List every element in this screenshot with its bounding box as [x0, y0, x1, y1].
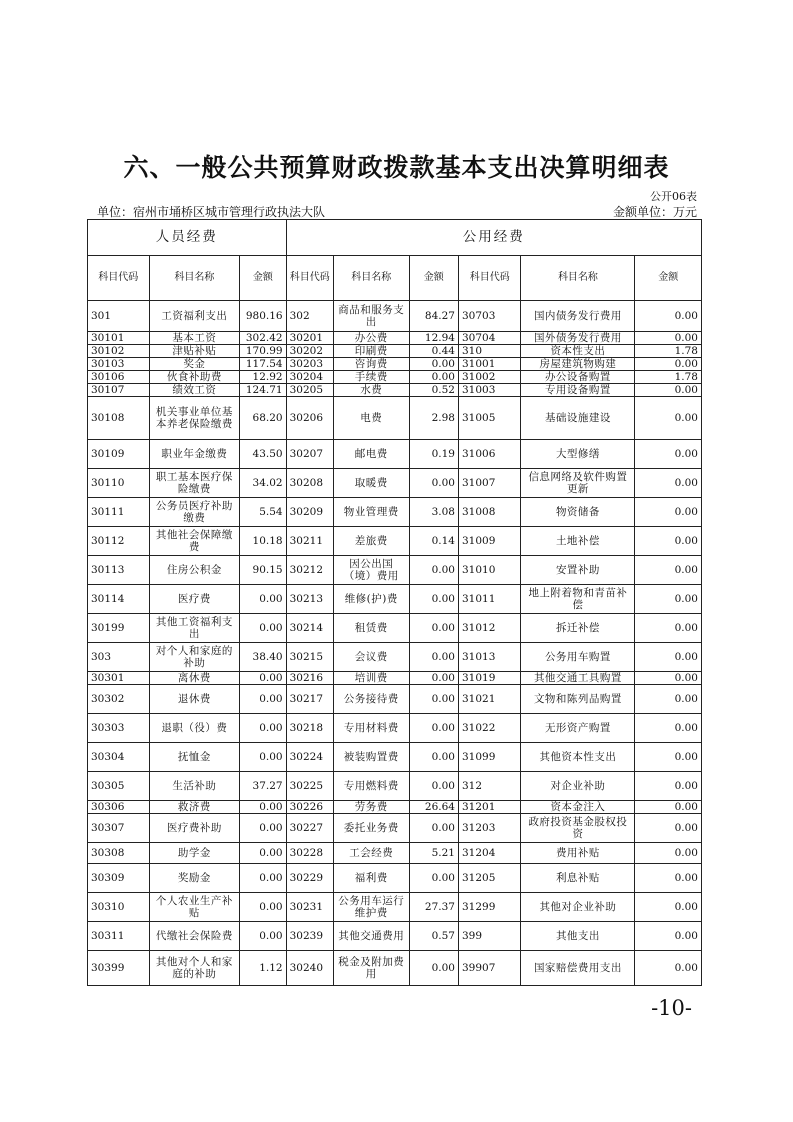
code-cell: 30211 [286, 527, 333, 556]
form-number: 公开06表 [650, 190, 697, 203]
amount-cell: 124.71 [240, 384, 286, 397]
amount-cell: 5.54 [240, 498, 286, 527]
code-cell: 30201 [286, 332, 333, 345]
code-cell: 31019 [458, 672, 521, 685]
amount-cell: 302.42 [240, 332, 286, 345]
amount-cell: 0.00 [409, 585, 458, 614]
code-cell: 30217 [286, 685, 333, 714]
amount-cell: 0.00 [635, 498, 702, 527]
name-cell: 水费 [333, 384, 409, 397]
code-cell: 310 [458, 345, 521, 358]
code-cell: 30216 [286, 672, 333, 685]
amount-cell: 0.00 [635, 301, 702, 332]
name-cell: 伙食补助费 [149, 371, 240, 384]
amount-cell: 27.37 [409, 893, 458, 922]
name-cell: 抚恤金 [149, 743, 240, 772]
name-cell: 物资储备 [521, 498, 635, 527]
amount-cell: 0.00 [409, 951, 458, 986]
code-cell: 30108 [88, 397, 150, 440]
col-header-amount: 金额 [240, 256, 286, 301]
name-cell: 土地补偿 [521, 527, 635, 556]
amount-cell: 12.92 [240, 371, 286, 384]
amount-cell: 0.00 [240, 922, 286, 951]
code-cell: 30206 [286, 397, 333, 440]
name-cell: 其他资本性支出 [521, 743, 635, 772]
amount-cell: 0.00 [635, 556, 702, 585]
table-row [88, 498, 702, 527]
name-cell: 文物和陈列品购置 [521, 685, 635, 714]
code-cell: 30203 [286, 358, 333, 371]
code-cell: 30107 [88, 384, 150, 397]
code-cell: 31007 [458, 469, 521, 498]
amount-cell: 0.00 [240, 714, 286, 743]
group-header-public: 公用经费 [286, 220, 701, 256]
amount-cell: 3.08 [409, 498, 458, 527]
name-cell: 退职（役）费 [149, 714, 240, 743]
amount-cell: 5.21 [409, 843, 458, 864]
code-cell: 30304 [88, 743, 150, 772]
amount-cell: 0.52 [409, 384, 458, 397]
code-cell: 30310 [88, 893, 150, 922]
code-cell: 30302 [88, 685, 150, 714]
amount-cell: 0.00 [635, 814, 702, 843]
code-cell: 31201 [458, 801, 521, 814]
amount-cell: 0.00 [635, 614, 702, 643]
code-cell: 30214 [286, 614, 333, 643]
code-cell: 30114 [88, 585, 150, 614]
name-cell: 助学金 [149, 843, 240, 864]
code-cell: 30703 [458, 301, 521, 332]
page-number: -10- [651, 996, 692, 1020]
code-cell: 30305 [88, 772, 150, 801]
name-cell: 退休费 [149, 685, 240, 714]
amount-cell: 117.54 [240, 358, 286, 371]
amount-cell: 84.27 [409, 301, 458, 332]
amount-cell: 0.00 [635, 714, 702, 743]
amount-cell: 2.98 [409, 397, 458, 440]
name-cell: 政府投资基金股权投资 [521, 814, 635, 843]
code-cell: 30202 [286, 345, 333, 358]
code-cell: 30102 [88, 345, 150, 358]
name-cell: 租赁费 [333, 614, 409, 643]
name-cell: 公务用车运行维护费 [333, 893, 409, 922]
code-cell: 30229 [286, 864, 333, 893]
name-cell: 其他交通费用 [333, 922, 409, 951]
name-cell: 公务接待费 [333, 685, 409, 714]
name-cell: 机关事业单位基本养老保险缴费 [149, 397, 240, 440]
amount-cell: 980.16 [240, 301, 286, 332]
code-cell: 30110 [88, 469, 150, 498]
name-cell: 基础设施建设 [521, 397, 635, 440]
name-cell: 救济费 [149, 801, 240, 814]
name-cell: 大型修缮 [521, 440, 635, 469]
code-cell: 30231 [286, 893, 333, 922]
col-header-code: 科目代码 [88, 256, 150, 301]
table-row [88, 843, 702, 864]
code-cell: 31022 [458, 714, 521, 743]
name-cell: 其他交通工具购置 [521, 672, 635, 685]
name-cell: 其他对企业补助 [521, 893, 635, 922]
amount-cell: 0.00 [635, 843, 702, 864]
code-cell: 30240 [286, 951, 333, 986]
table-row [88, 332, 702, 345]
name-cell: 公务员医疗补助缴费 [149, 498, 240, 527]
amount-cell: 0.19 [409, 440, 458, 469]
name-cell: 地上附着物和青苗补偿 [521, 585, 635, 614]
code-cell: 30225 [286, 772, 333, 801]
code-cell: 31011 [458, 585, 521, 614]
table-row [88, 672, 702, 685]
name-cell: 国内债务发行费用 [521, 301, 635, 332]
code-cell: 30113 [88, 556, 150, 585]
amount-cell: 37.27 [240, 772, 286, 801]
amount-cell: 0.00 [635, 440, 702, 469]
col-header-code: 科目代码 [458, 256, 521, 301]
amount-cell: 68.20 [240, 397, 286, 440]
code-cell: 31005 [458, 397, 521, 440]
table-row [88, 801, 702, 814]
table-body [88, 301, 702, 986]
table-row [88, 743, 702, 772]
table-row [88, 614, 702, 643]
code-cell: 30224 [286, 743, 333, 772]
name-cell: 个人农业生产补贴 [149, 893, 240, 922]
name-cell: 资本性支出 [521, 345, 635, 358]
code-cell: 31012 [458, 614, 521, 643]
code-cell: 31002 [458, 371, 521, 384]
amount-cell: 0.00 [409, 864, 458, 893]
code-cell: 31010 [458, 556, 521, 585]
table-row [88, 469, 702, 498]
amount-cell: 10.18 [240, 527, 286, 556]
unit-label: 单位：宿州市埇桥区城市管理行政执法大队 [97, 205, 326, 219]
name-cell: 培训费 [333, 672, 409, 685]
name-cell: 公务用车购置 [521, 643, 635, 672]
name-cell: 津贴补贴 [149, 345, 240, 358]
code-cell: 30308 [88, 843, 150, 864]
table-row [88, 397, 702, 440]
code-cell: 30213 [286, 585, 333, 614]
table-row [88, 440, 702, 469]
amount-cell: 0.57 [409, 922, 458, 951]
amount-cell: 0.00 [635, 922, 702, 951]
name-cell: 国外债务发行费用 [521, 332, 635, 345]
table-row [88, 685, 702, 714]
amount-unit-label: 金额单位：万元 [612, 205, 697, 219]
name-cell: 专用燃料费 [333, 772, 409, 801]
name-cell: 无形资产购置 [521, 714, 635, 743]
amount-cell: 0.00 [635, 893, 702, 922]
col-header-name: 科目名称 [149, 256, 240, 301]
code-cell: 303 [88, 643, 150, 672]
amount-cell: 170.99 [240, 345, 286, 358]
col-header-name: 科目名称 [333, 256, 409, 301]
table-row [88, 384, 702, 397]
amount-cell: 0.00 [240, 672, 286, 685]
name-cell: 住房公积金 [149, 556, 240, 585]
code-cell: 30205 [286, 384, 333, 397]
name-cell: 绩效工资 [149, 384, 240, 397]
name-cell: 专用材料费 [333, 714, 409, 743]
code-cell: 30309 [88, 864, 150, 893]
amount-cell: 0.00 [409, 643, 458, 672]
code-cell: 30306 [88, 801, 150, 814]
table-row [88, 772, 702, 801]
name-cell: 委托业务费 [333, 814, 409, 843]
name-cell: 对企业补助 [521, 772, 635, 801]
name-cell: 安置补助 [521, 556, 635, 585]
code-cell: 30106 [88, 371, 150, 384]
code-cell: 31204 [458, 843, 521, 864]
table-row [88, 922, 702, 951]
name-cell: 因公出国（境）费用 [333, 556, 409, 585]
name-cell: 代缴社会保险费 [149, 922, 240, 951]
name-cell: 奖励金 [149, 864, 240, 893]
amount-cell: 0.00 [635, 685, 702, 714]
amount-cell: 0.00 [409, 672, 458, 685]
code-cell: 31003 [458, 384, 521, 397]
amount-cell: 0.14 [409, 527, 458, 556]
name-cell: 资本金注入 [521, 801, 635, 814]
table-row [88, 714, 702, 743]
table-row [88, 893, 702, 922]
table-row [88, 814, 702, 843]
amount-cell: 0.00 [240, 614, 286, 643]
amount-cell: 0.00 [635, 772, 702, 801]
amount-cell: 0.00 [635, 643, 702, 672]
code-cell: 30204 [286, 371, 333, 384]
code-cell: 31009 [458, 527, 521, 556]
code-cell: 30226 [286, 801, 333, 814]
name-cell: 职业年金缴费 [149, 440, 240, 469]
amount-cell: 0.00 [240, 864, 286, 893]
name-cell: 拆迁补偿 [521, 614, 635, 643]
name-cell: 福利费 [333, 864, 409, 893]
name-cell: 办公设备购置 [521, 371, 635, 384]
name-cell: 基本工资 [149, 332, 240, 345]
amount-cell: 12.94 [409, 332, 458, 345]
col-header-name: 科目名称 [521, 256, 635, 301]
name-cell: 信息网络及软件购置更新 [521, 469, 635, 498]
amount-cell: 26.64 [409, 801, 458, 814]
code-cell: 30207 [286, 440, 333, 469]
name-cell: 咨询费 [333, 358, 409, 371]
name-cell: 被装购置费 [333, 743, 409, 772]
code-cell: 31001 [458, 358, 521, 371]
name-cell: 会议费 [333, 643, 409, 672]
code-cell: 30109 [88, 440, 150, 469]
table-row [88, 556, 702, 585]
name-cell: 邮电费 [333, 440, 409, 469]
code-cell: 30399 [88, 951, 150, 986]
name-cell: 工资福利支出 [149, 301, 240, 332]
amount-cell: 0.00 [240, 685, 286, 714]
amount-cell: 90.15 [240, 556, 286, 585]
code-cell: 30112 [88, 527, 150, 556]
amount-cell: 0.00 [635, 672, 702, 685]
name-cell: 其他支出 [521, 922, 635, 951]
code-cell: 302 [286, 301, 333, 332]
group-header-personnel: 人员经费 [88, 220, 287, 256]
code-cell: 30218 [286, 714, 333, 743]
code-cell: 30101 [88, 332, 150, 345]
amount-cell: 1.78 [635, 345, 702, 358]
code-cell: 31099 [458, 743, 521, 772]
amount-cell: 0.00 [409, 685, 458, 714]
amount-cell: 0.00 [635, 801, 702, 814]
amount-cell: 0.00 [635, 332, 702, 345]
amount-cell: 1.78 [635, 371, 702, 384]
table-row [88, 643, 702, 672]
amount-cell: 0.00 [635, 527, 702, 556]
amount-cell: 0.00 [409, 772, 458, 801]
name-cell: 对个人和家庭的补助 [149, 643, 240, 672]
col-header-amount: 金额 [635, 256, 702, 301]
amount-cell: 0.00 [635, 585, 702, 614]
amount-cell: 43.50 [240, 440, 286, 469]
name-cell: 房屋建筑物购建 [521, 358, 635, 371]
name-cell: 职工基本医疗保险缴费 [149, 469, 240, 498]
code-cell: 30704 [458, 332, 521, 345]
name-cell: 其他社会保障缴费 [149, 527, 240, 556]
code-cell: 31008 [458, 498, 521, 527]
name-cell: 维修(护)费 [333, 585, 409, 614]
amount-cell: 34.02 [240, 469, 286, 498]
name-cell: 物业管理费 [333, 498, 409, 527]
code-cell: 31203 [458, 814, 521, 843]
amount-cell: 0.00 [409, 743, 458, 772]
name-cell: 工会经费 [333, 843, 409, 864]
amount-cell: 0.00 [635, 358, 702, 371]
code-cell: 30303 [88, 714, 150, 743]
code-cell: 30228 [286, 843, 333, 864]
amount-cell: 0.00 [409, 469, 458, 498]
code-cell: 31205 [458, 864, 521, 893]
amount-cell: 0.00 [635, 469, 702, 498]
code-cell: 301 [88, 301, 150, 332]
table-row [88, 951, 702, 986]
amount-cell: 0.00 [635, 951, 702, 986]
amount-cell: 0.00 [635, 743, 702, 772]
name-cell: 其他工资福利支出 [149, 614, 240, 643]
name-cell: 电费 [333, 397, 409, 440]
amount-cell: 0.00 [409, 614, 458, 643]
amount-cell: 0.00 [635, 397, 702, 440]
page-title: 六、一般公共预算财政拨款基本支出决算明细表 [123, 153, 670, 182]
amount-cell: 1.12 [240, 951, 286, 986]
table-row [88, 345, 702, 358]
amount-cell: 38.40 [240, 643, 286, 672]
amount-cell: 0.00 [409, 358, 458, 371]
amount-cell: 0.44 [409, 345, 458, 358]
col-header-amount: 金额 [409, 256, 458, 301]
name-cell: 手续费 [333, 371, 409, 384]
code-cell: 30208 [286, 469, 333, 498]
name-cell: 印刷费 [333, 345, 409, 358]
code-cell: 31021 [458, 685, 521, 714]
name-cell: 专用设备购置 [521, 384, 635, 397]
code-cell: 30239 [286, 922, 333, 951]
amount-cell: 0.00 [240, 801, 286, 814]
code-cell: 399 [458, 922, 521, 951]
code-cell: 30307 [88, 814, 150, 843]
name-cell: 差旅费 [333, 527, 409, 556]
code-cell: 39907 [458, 951, 521, 986]
amount-cell: 0.00 [409, 556, 458, 585]
table-row [88, 527, 702, 556]
name-cell: 劳务费 [333, 801, 409, 814]
code-cell: 30215 [286, 643, 333, 672]
amount-cell: 0.00 [409, 371, 458, 384]
col-header-code: 科目代码 [286, 256, 333, 301]
code-cell: 30199 [88, 614, 150, 643]
code-cell: 30212 [286, 556, 333, 585]
code-cell: 30311 [88, 922, 150, 951]
name-cell: 利息补贴 [521, 864, 635, 893]
name-cell: 生活补助 [149, 772, 240, 801]
amount-cell: 0.00 [240, 893, 286, 922]
name-cell: 医疗费 [149, 585, 240, 614]
code-cell: 31299 [458, 893, 521, 922]
table-row [88, 585, 702, 614]
expenditure-table [87, 219, 702, 986]
code-cell: 31013 [458, 643, 521, 672]
amount-cell: 0.00 [635, 384, 702, 397]
name-cell: 医疗费补助 [149, 814, 240, 843]
amount-cell: 0.00 [240, 743, 286, 772]
code-cell: 31006 [458, 440, 521, 469]
code-cell: 30103 [88, 358, 150, 371]
name-cell: 离休费 [149, 672, 240, 685]
name-cell: 商品和服务支出 [333, 301, 409, 332]
amount-cell: 0.00 [635, 864, 702, 893]
name-cell: 办公费 [333, 332, 409, 345]
name-cell: 奖金 [149, 358, 240, 371]
code-cell: 30227 [286, 814, 333, 843]
code-cell: 30301 [88, 672, 150, 685]
name-cell: 国家赔偿费用支出 [521, 951, 635, 986]
amount-cell: 0.00 [240, 843, 286, 864]
name-cell: 取暖费 [333, 469, 409, 498]
table-row [88, 371, 702, 384]
name-cell: 税金及附加费用 [333, 951, 409, 986]
table-row [88, 864, 702, 893]
amount-cell: 0.00 [409, 814, 458, 843]
amount-cell: 0.00 [240, 585, 286, 614]
table-row [88, 301, 702, 332]
code-cell: 30111 [88, 498, 150, 527]
table-row [88, 358, 702, 371]
name-cell: 费用补贴 [521, 843, 635, 864]
code-cell: 312 [458, 772, 521, 801]
amount-cell: 0.00 [240, 814, 286, 843]
name-cell: 其他对个人和家庭的补助 [149, 951, 240, 986]
amount-cell: 0.00 [409, 714, 458, 743]
code-cell: 30209 [286, 498, 333, 527]
